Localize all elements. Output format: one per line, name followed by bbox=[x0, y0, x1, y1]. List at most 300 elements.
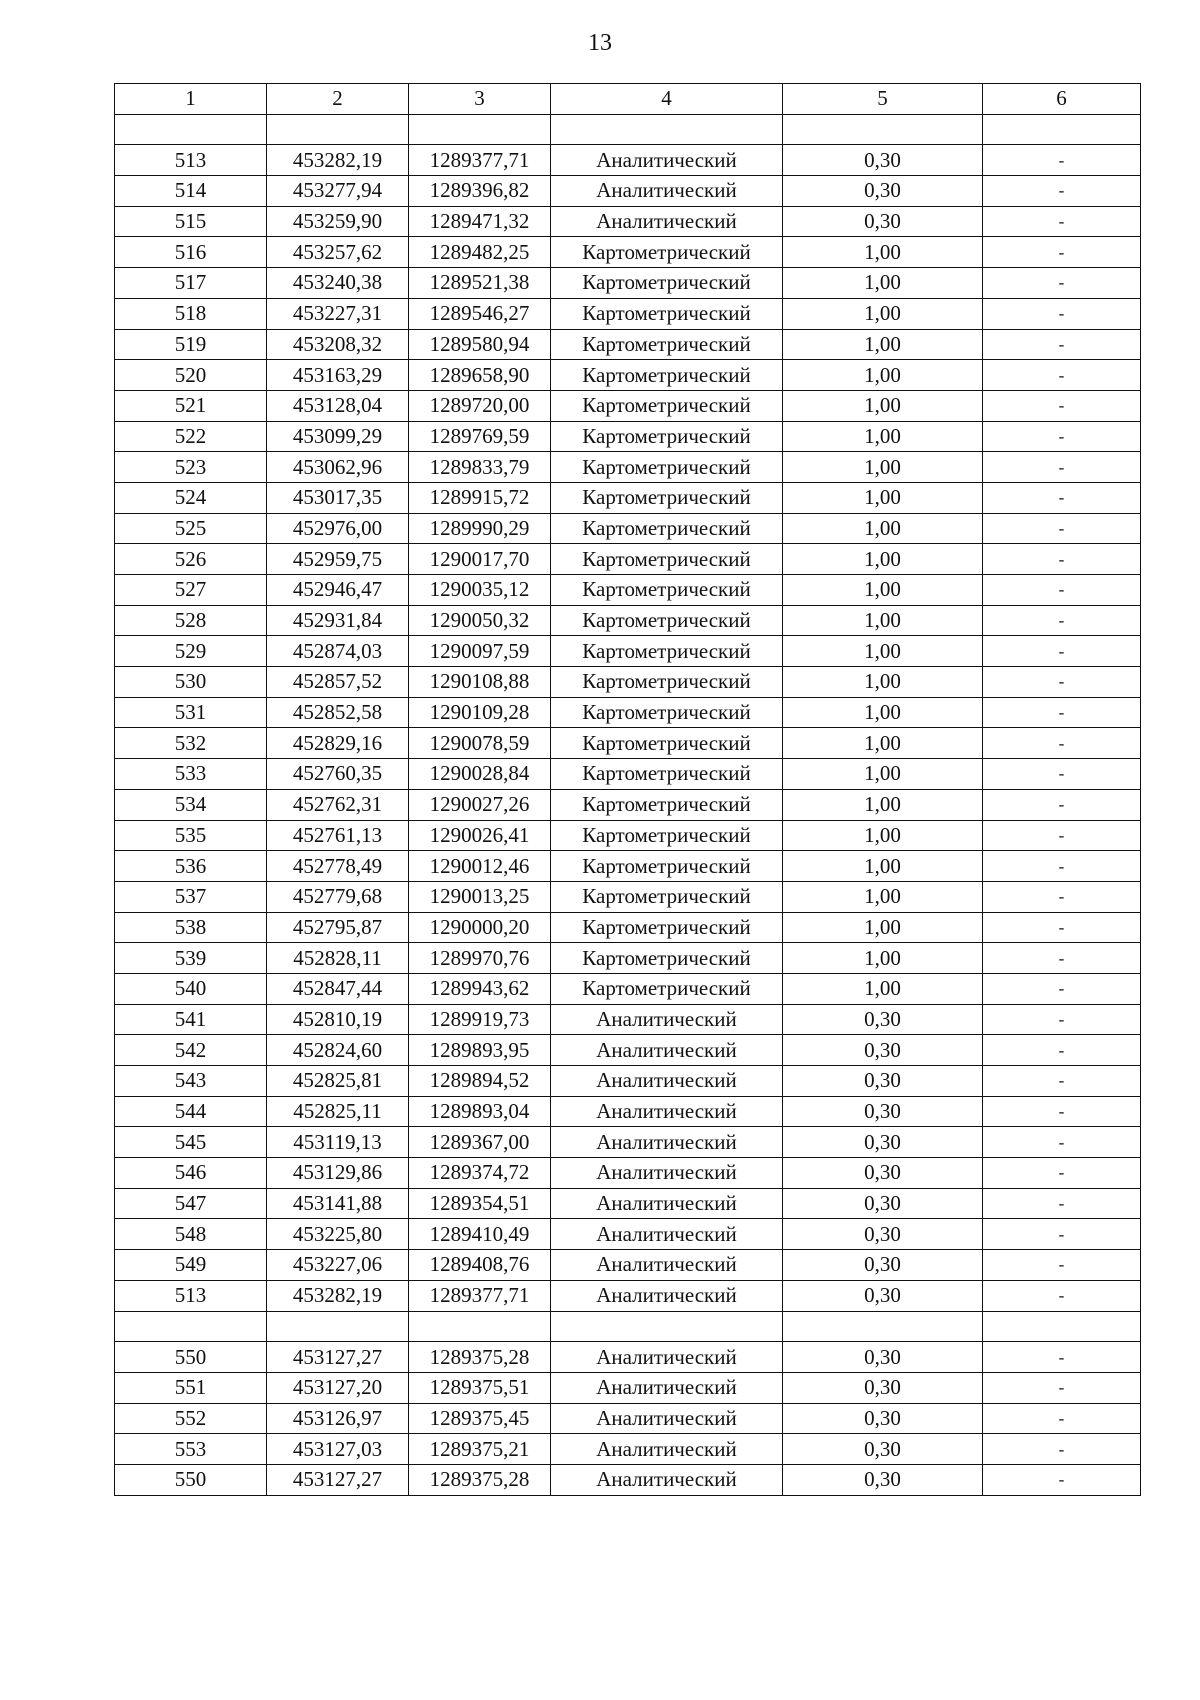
y-coordinate-cell: 1289943,62 bbox=[409, 973, 551, 1004]
method-cell: Картометрический bbox=[551, 452, 783, 483]
method-cell: Аналитический bbox=[551, 1342, 783, 1373]
point-number-cell: 523 bbox=[115, 452, 267, 483]
y-coordinate-cell: 1290078,59 bbox=[409, 728, 551, 759]
x-coordinate-cell: 453127,03 bbox=[267, 1434, 409, 1465]
point-number-cell: 539 bbox=[115, 943, 267, 974]
description-cell: - bbox=[983, 820, 1141, 851]
y-coordinate-cell: 1289377,71 bbox=[409, 1280, 551, 1311]
description-cell: - bbox=[983, 575, 1141, 606]
x-coordinate-cell: 453227,06 bbox=[267, 1250, 409, 1281]
y-coordinate-cell: 1290109,28 bbox=[409, 697, 551, 728]
method-cell: Картометрический bbox=[551, 605, 783, 636]
method-cell: Аналитический bbox=[551, 1096, 783, 1127]
point-number-cell: 528 bbox=[115, 605, 267, 636]
x-coordinate-cell: 452976,00 bbox=[267, 513, 409, 544]
method-cell: Картометрический bbox=[551, 421, 783, 452]
y-coordinate-cell: 1289471,32 bbox=[409, 206, 551, 237]
table-row bbox=[115, 452, 1141, 483]
y-coordinate-cell: 1289367,00 bbox=[409, 1127, 551, 1158]
accuracy-cell: 0,30 bbox=[783, 1403, 983, 1434]
accuracy-cell: 0,30 bbox=[783, 145, 983, 176]
y-coordinate-cell: 1290050,32 bbox=[409, 605, 551, 636]
point-number-cell: 533 bbox=[115, 759, 267, 790]
table-row bbox=[115, 1434, 1141, 1465]
method-cell: Картометрический bbox=[551, 482, 783, 513]
description-cell: - bbox=[983, 759, 1141, 790]
y-coordinate-cell: 1290017,70 bbox=[409, 544, 551, 575]
y-coordinate-cell: 1290026,41 bbox=[409, 820, 551, 851]
x-coordinate-cell: 452825,81 bbox=[267, 1066, 409, 1097]
point-number-cell: 549 bbox=[115, 1250, 267, 1281]
accuracy-cell: 0,30 bbox=[783, 1280, 983, 1311]
y-coordinate-cell bbox=[409, 1311, 551, 1342]
description-cell: - bbox=[983, 1342, 1141, 1373]
point-number-cell: 520 bbox=[115, 360, 267, 391]
table-row bbox=[115, 697, 1141, 728]
point-number-cell: 513 bbox=[115, 1280, 267, 1311]
y-coordinate-cell: 1289833,79 bbox=[409, 452, 551, 483]
table-row bbox=[115, 513, 1141, 544]
description-cell: - bbox=[983, 298, 1141, 329]
description-cell: - bbox=[983, 482, 1141, 513]
x-coordinate-cell: 453126,97 bbox=[267, 1403, 409, 1434]
y-coordinate-cell: 1289915,72 bbox=[409, 482, 551, 513]
accuracy-cell: 1,00 bbox=[783, 452, 983, 483]
accuracy-cell: 1,00 bbox=[783, 268, 983, 299]
point-number-cell: 530 bbox=[115, 667, 267, 698]
table-row bbox=[115, 176, 1141, 207]
table-row bbox=[115, 206, 1141, 237]
table-row bbox=[115, 636, 1141, 667]
table-row bbox=[115, 1250, 1141, 1281]
description-cell: - bbox=[983, 789, 1141, 820]
method-cell: Аналитический bbox=[551, 1158, 783, 1189]
table-row bbox=[115, 789, 1141, 820]
method-cell: Картометрический bbox=[551, 912, 783, 943]
description-cell: - bbox=[983, 390, 1141, 421]
method-cell: Картометрический bbox=[551, 636, 783, 667]
y-coordinate-cell: 1290027,26 bbox=[409, 789, 551, 820]
method-cell: Аналитический bbox=[551, 1219, 783, 1250]
table-row bbox=[115, 1403, 1141, 1434]
table-row bbox=[115, 1158, 1141, 1189]
x-coordinate-cell: 453240,38 bbox=[267, 268, 409, 299]
table-row bbox=[115, 237, 1141, 268]
method-cell: Картометрический bbox=[551, 298, 783, 329]
method-cell: Картометрический bbox=[551, 789, 783, 820]
x-coordinate-cell: 452874,03 bbox=[267, 636, 409, 667]
y-coordinate-cell: 1289374,72 bbox=[409, 1158, 551, 1189]
description-cell: - bbox=[983, 851, 1141, 882]
y-coordinate-cell: 1289894,52 bbox=[409, 1066, 551, 1097]
x-coordinate-cell: 453127,27 bbox=[267, 1464, 409, 1495]
method-cell: Аналитический bbox=[551, 1250, 783, 1281]
table-row bbox=[115, 114, 1141, 145]
description-cell bbox=[983, 1311, 1141, 1342]
point-number-cell bbox=[115, 114, 267, 145]
description-cell: - bbox=[983, 206, 1141, 237]
x-coordinate-cell: 452825,11 bbox=[267, 1096, 409, 1127]
accuracy-cell: 1,00 bbox=[783, 912, 983, 943]
table-header-row bbox=[115, 84, 1141, 115]
x-coordinate-cell: 453208,32 bbox=[267, 329, 409, 360]
coordinates-table bbox=[114, 83, 1141, 1496]
y-coordinate-cell: 1289375,51 bbox=[409, 1372, 551, 1403]
x-coordinate-cell: 453129,86 bbox=[267, 1158, 409, 1189]
accuracy-cell: 0,30 bbox=[783, 1066, 983, 1097]
method-cell: Картометрический bbox=[551, 513, 783, 544]
y-coordinate-cell: 1289893,04 bbox=[409, 1096, 551, 1127]
accuracy-cell: 1,00 bbox=[783, 943, 983, 974]
table-row bbox=[115, 728, 1141, 759]
y-coordinate-cell: 1289375,21 bbox=[409, 1434, 551, 1465]
table-row bbox=[115, 1372, 1141, 1403]
column-header: 6 bbox=[983, 84, 1141, 115]
table-row bbox=[115, 1464, 1141, 1495]
method-cell: Картометрический bbox=[551, 973, 783, 1004]
description-cell: - bbox=[983, 1158, 1141, 1189]
x-coordinate-cell: 452931,84 bbox=[267, 605, 409, 636]
description-cell: - bbox=[983, 1434, 1141, 1465]
method-cell: Картометрический bbox=[551, 575, 783, 606]
method-cell: Картометрический bbox=[551, 667, 783, 698]
description-cell: - bbox=[983, 176, 1141, 207]
point-number-cell: 548 bbox=[115, 1219, 267, 1250]
table-row bbox=[115, 1188, 1141, 1219]
x-coordinate-cell: 452760,35 bbox=[267, 759, 409, 790]
y-coordinate-cell: 1289580,94 bbox=[409, 329, 551, 360]
description-cell: - bbox=[983, 636, 1141, 667]
description-cell: - bbox=[983, 268, 1141, 299]
point-number-cell: 514 bbox=[115, 176, 267, 207]
x-coordinate-cell: 452810,19 bbox=[267, 1004, 409, 1035]
method-cell: Картометрический bbox=[551, 329, 783, 360]
description-cell: - bbox=[983, 943, 1141, 974]
table-row bbox=[115, 268, 1141, 299]
description-cell: - bbox=[983, 697, 1141, 728]
method-cell: Картометрический bbox=[551, 697, 783, 728]
point-number-cell: 538 bbox=[115, 912, 267, 943]
point-number-cell: 545 bbox=[115, 1127, 267, 1158]
x-coordinate-cell: 453062,96 bbox=[267, 452, 409, 483]
accuracy-cell: 0,30 bbox=[783, 1250, 983, 1281]
method-cell: Картометрический bbox=[551, 237, 783, 268]
x-coordinate-cell: 452829,16 bbox=[267, 728, 409, 759]
x-coordinate-cell: 452761,13 bbox=[267, 820, 409, 851]
method-cell: Картометрический bbox=[551, 881, 783, 912]
y-coordinate-cell: 1289408,76 bbox=[409, 1250, 551, 1281]
description-cell: - bbox=[983, 1066, 1141, 1097]
x-coordinate-cell: 452847,44 bbox=[267, 973, 409, 1004]
y-coordinate-cell: 1290012,46 bbox=[409, 851, 551, 882]
point-number-cell: 546 bbox=[115, 1158, 267, 1189]
accuracy-cell: 1,00 bbox=[783, 728, 983, 759]
x-coordinate-cell: 453225,80 bbox=[267, 1219, 409, 1250]
table-row bbox=[115, 759, 1141, 790]
x-coordinate-cell: 452824,60 bbox=[267, 1035, 409, 1066]
accuracy-cell: 0,30 bbox=[783, 1219, 983, 1250]
method-cell: Аналитический bbox=[551, 1280, 783, 1311]
description-cell: - bbox=[983, 421, 1141, 452]
method-cell bbox=[551, 1311, 783, 1342]
accuracy-cell: 1,00 bbox=[783, 667, 983, 698]
point-number-cell: 537 bbox=[115, 881, 267, 912]
description-cell: - bbox=[983, 1219, 1141, 1250]
y-coordinate-cell: 1289375,28 bbox=[409, 1342, 551, 1373]
y-coordinate-cell: 1289546,27 bbox=[409, 298, 551, 329]
table-row bbox=[115, 1219, 1141, 1250]
accuracy-cell: 1,00 bbox=[783, 973, 983, 1004]
description-cell: - bbox=[983, 881, 1141, 912]
method-cell: Аналитический bbox=[551, 1035, 783, 1066]
method-cell: Картометрический bbox=[551, 759, 783, 790]
accuracy-cell: 1,00 bbox=[783, 575, 983, 606]
point-number-cell: 547 bbox=[115, 1188, 267, 1219]
point-number-cell: 513 bbox=[115, 145, 267, 176]
point-number-cell: 529 bbox=[115, 636, 267, 667]
accuracy-cell: 1,00 bbox=[783, 237, 983, 268]
y-coordinate-cell: 1289410,49 bbox=[409, 1219, 551, 1250]
table-row bbox=[115, 912, 1141, 943]
y-coordinate-cell: 1289375,45 bbox=[409, 1403, 551, 1434]
point-number-cell: 552 bbox=[115, 1403, 267, 1434]
x-coordinate-cell bbox=[267, 1311, 409, 1342]
accuracy-cell: 1,00 bbox=[783, 513, 983, 544]
y-coordinate-cell: 1290028,84 bbox=[409, 759, 551, 790]
method-cell: Аналитический bbox=[551, 206, 783, 237]
description-cell: - bbox=[983, 1096, 1141, 1127]
accuracy-cell: 1,00 bbox=[783, 390, 983, 421]
x-coordinate-cell: 452778,49 bbox=[267, 851, 409, 882]
y-coordinate-cell: 1289354,51 bbox=[409, 1188, 551, 1219]
method-cell: Картометрический bbox=[551, 360, 783, 391]
x-coordinate-cell: 452779,68 bbox=[267, 881, 409, 912]
point-number-cell: 551 bbox=[115, 1372, 267, 1403]
x-coordinate-cell: 453127,27 bbox=[267, 1342, 409, 1373]
point-number-cell: 517 bbox=[115, 268, 267, 299]
method-cell: Аналитический bbox=[551, 1464, 783, 1495]
point-number-cell: 544 bbox=[115, 1096, 267, 1127]
y-coordinate-cell: 1290035,12 bbox=[409, 575, 551, 606]
accuracy-cell: 0,30 bbox=[783, 176, 983, 207]
page-number: 13 bbox=[588, 30, 612, 56]
method-cell: Картометрический bbox=[551, 820, 783, 851]
accuracy-cell: 1,00 bbox=[783, 421, 983, 452]
y-coordinate-cell bbox=[409, 114, 551, 145]
x-coordinate-cell: 453282,19 bbox=[267, 145, 409, 176]
description-cell: - bbox=[983, 452, 1141, 483]
description-cell: - bbox=[983, 973, 1141, 1004]
x-coordinate-cell bbox=[267, 114, 409, 145]
method-cell: Аналитический bbox=[551, 1372, 783, 1403]
accuracy-cell: 0,30 bbox=[783, 1464, 983, 1495]
accuracy-cell: 0,30 bbox=[783, 1434, 983, 1465]
description-cell: - bbox=[983, 1250, 1141, 1281]
description-cell: - bbox=[983, 237, 1141, 268]
accuracy-cell: 1,00 bbox=[783, 820, 983, 851]
table-row bbox=[115, 1096, 1141, 1127]
table-row bbox=[115, 390, 1141, 421]
accuracy-cell: 1,00 bbox=[783, 482, 983, 513]
x-coordinate-cell: 452946,47 bbox=[267, 575, 409, 606]
description-cell: - bbox=[983, 667, 1141, 698]
x-coordinate-cell: 453163,29 bbox=[267, 360, 409, 391]
point-number-cell: 526 bbox=[115, 544, 267, 575]
y-coordinate-cell: 1289990,29 bbox=[409, 513, 551, 544]
description-cell: - bbox=[983, 145, 1141, 176]
accuracy-cell: 1,00 bbox=[783, 544, 983, 575]
point-number-cell: 553 bbox=[115, 1434, 267, 1465]
description-cell: - bbox=[983, 360, 1141, 391]
point-number-cell: 521 bbox=[115, 390, 267, 421]
point-number-cell: 525 bbox=[115, 513, 267, 544]
accuracy-cell: 0,30 bbox=[783, 1004, 983, 1035]
description-cell: - bbox=[983, 1188, 1141, 1219]
accuracy-cell: 1,00 bbox=[783, 789, 983, 820]
column-header: 5 bbox=[783, 84, 983, 115]
description-cell: - bbox=[983, 1127, 1141, 1158]
accuracy-cell bbox=[783, 1311, 983, 1342]
method-cell: Аналитический bbox=[551, 1403, 783, 1434]
x-coordinate-cell: 453119,13 bbox=[267, 1127, 409, 1158]
point-number-cell: 516 bbox=[115, 237, 267, 268]
description-cell: - bbox=[983, 544, 1141, 575]
x-coordinate-cell: 452852,58 bbox=[267, 697, 409, 728]
x-coordinate-cell: 453099,29 bbox=[267, 421, 409, 452]
accuracy-cell: 1,00 bbox=[783, 329, 983, 360]
table-row bbox=[115, 667, 1141, 698]
method-cell: Картометрический bbox=[551, 728, 783, 759]
description-cell: - bbox=[983, 1403, 1141, 1434]
x-coordinate-cell: 453282,19 bbox=[267, 1280, 409, 1311]
description-cell: - bbox=[983, 912, 1141, 943]
accuracy-cell: 0,30 bbox=[783, 1342, 983, 1373]
y-coordinate-cell: 1290013,25 bbox=[409, 881, 551, 912]
table-row bbox=[115, 1035, 1141, 1066]
table-row bbox=[115, 482, 1141, 513]
column-header: 2 bbox=[267, 84, 409, 115]
accuracy-cell: 0,30 bbox=[783, 1372, 983, 1403]
y-coordinate-cell: 1289919,73 bbox=[409, 1004, 551, 1035]
method-cell: Аналитический bbox=[551, 176, 783, 207]
x-coordinate-cell: 452762,31 bbox=[267, 789, 409, 820]
x-coordinate-cell: 453227,31 bbox=[267, 298, 409, 329]
x-coordinate-cell: 452857,52 bbox=[267, 667, 409, 698]
x-coordinate-cell: 453141,88 bbox=[267, 1188, 409, 1219]
y-coordinate-cell: 1290108,88 bbox=[409, 667, 551, 698]
description-cell: - bbox=[983, 329, 1141, 360]
table-row bbox=[115, 575, 1141, 606]
y-coordinate-cell: 1289769,59 bbox=[409, 421, 551, 452]
description-cell: - bbox=[983, 728, 1141, 759]
point-number-cell: 543 bbox=[115, 1066, 267, 1097]
description-cell: - bbox=[983, 605, 1141, 636]
point-number-cell: 550 bbox=[115, 1342, 267, 1373]
point-number-cell: 522 bbox=[115, 421, 267, 452]
table-row bbox=[115, 820, 1141, 851]
point-number-cell: 532 bbox=[115, 728, 267, 759]
method-cell: Аналитический bbox=[551, 1066, 783, 1097]
column-header: 4 bbox=[551, 84, 783, 115]
point-number-cell: 542 bbox=[115, 1035, 267, 1066]
table-row bbox=[115, 421, 1141, 452]
table-row bbox=[115, 298, 1141, 329]
y-coordinate-cell: 1289375,28 bbox=[409, 1464, 551, 1495]
x-coordinate-cell: 453017,35 bbox=[267, 482, 409, 513]
point-number-cell: 541 bbox=[115, 1004, 267, 1035]
x-coordinate-cell: 453257,62 bbox=[267, 237, 409, 268]
accuracy-cell: 1,00 bbox=[783, 605, 983, 636]
method-cell: Картометрический bbox=[551, 544, 783, 575]
table-row bbox=[115, 1066, 1141, 1097]
method-cell: Аналитический bbox=[551, 1188, 783, 1219]
x-coordinate-cell: 452795,87 bbox=[267, 912, 409, 943]
description-cell bbox=[983, 114, 1141, 145]
point-number-cell: 524 bbox=[115, 482, 267, 513]
table-row bbox=[115, 851, 1141, 882]
x-coordinate-cell: 453259,90 bbox=[267, 206, 409, 237]
table-row bbox=[115, 1127, 1141, 1158]
accuracy-cell: 1,00 bbox=[783, 360, 983, 391]
method-cell: Аналитический bbox=[551, 1127, 783, 1158]
point-number-cell: 515 bbox=[115, 206, 267, 237]
table-row bbox=[115, 1311, 1141, 1342]
column-header: 3 bbox=[409, 84, 551, 115]
accuracy-cell: 0,30 bbox=[783, 1096, 983, 1127]
accuracy-cell: 0,30 bbox=[783, 1158, 983, 1189]
y-coordinate-cell: 1289658,90 bbox=[409, 360, 551, 391]
x-coordinate-cell: 453128,04 bbox=[267, 390, 409, 421]
accuracy-cell: 1,00 bbox=[783, 636, 983, 667]
y-coordinate-cell: 1289970,76 bbox=[409, 943, 551, 974]
method-cell: Картометрический bbox=[551, 851, 783, 882]
table-row bbox=[115, 973, 1141, 1004]
description-cell: - bbox=[983, 513, 1141, 544]
description-cell: - bbox=[983, 1035, 1141, 1066]
x-coordinate-cell: 453277,94 bbox=[267, 176, 409, 207]
point-number-cell: 550 bbox=[115, 1464, 267, 1495]
x-coordinate-cell: 452828,11 bbox=[267, 943, 409, 974]
table-body bbox=[115, 114, 1141, 1495]
method-cell: Аналитический bbox=[551, 145, 783, 176]
y-coordinate-cell: 1289720,00 bbox=[409, 390, 551, 421]
point-number-cell: 531 bbox=[115, 697, 267, 728]
y-coordinate-cell: 1289396,82 bbox=[409, 176, 551, 207]
accuracy-cell: 1,00 bbox=[783, 298, 983, 329]
table-row bbox=[115, 881, 1141, 912]
y-coordinate-cell: 1289377,71 bbox=[409, 145, 551, 176]
table-row bbox=[115, 1342, 1141, 1373]
point-number-cell: 534 bbox=[115, 789, 267, 820]
point-number-cell: 535 bbox=[115, 820, 267, 851]
point-number-cell: 527 bbox=[115, 575, 267, 606]
point-number-cell: 518 bbox=[115, 298, 267, 329]
accuracy-cell: 0,30 bbox=[783, 206, 983, 237]
description-cell: - bbox=[983, 1372, 1141, 1403]
table-row bbox=[115, 1004, 1141, 1035]
table-row bbox=[115, 145, 1141, 176]
accuracy-cell: 0,30 bbox=[783, 1127, 983, 1158]
method-cell: Аналитический bbox=[551, 1004, 783, 1035]
table-row bbox=[115, 329, 1141, 360]
description-cell: - bbox=[983, 1464, 1141, 1495]
table-row bbox=[115, 1280, 1141, 1311]
accuracy-cell: 1,00 bbox=[783, 759, 983, 790]
y-coordinate-cell: 1289893,95 bbox=[409, 1035, 551, 1066]
accuracy-cell: 0,30 bbox=[783, 1035, 983, 1066]
point-number-cell bbox=[115, 1311, 267, 1342]
method-cell: Картометрический bbox=[551, 268, 783, 299]
